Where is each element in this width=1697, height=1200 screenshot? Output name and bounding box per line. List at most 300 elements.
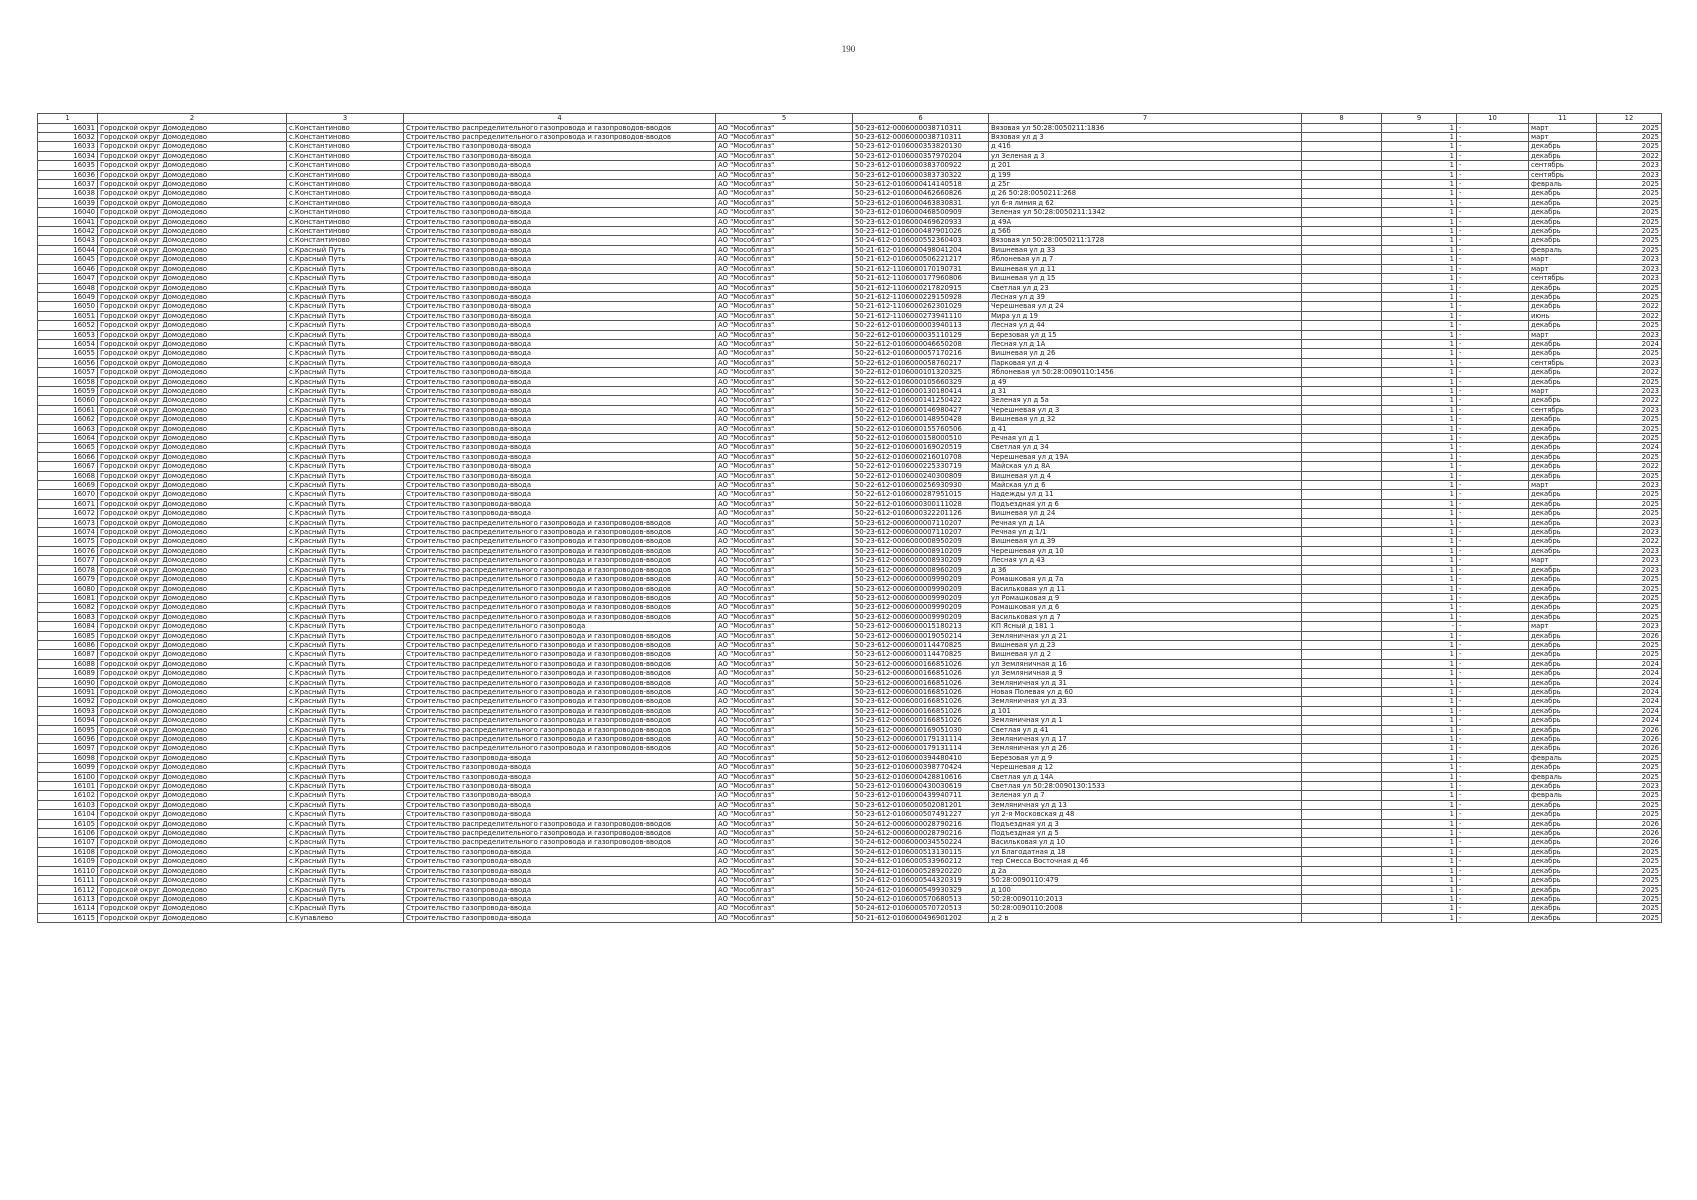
municipality-cell: Городской округ Домодедово bbox=[98, 791, 287, 800]
address-cell: д 2 в bbox=[989, 913, 1302, 922]
municipality-cell: Городской округ Домодедово bbox=[98, 546, 287, 555]
settlement-cell: с.Константиново bbox=[287, 180, 404, 189]
row-number-cell: 16105 bbox=[38, 819, 98, 828]
municipality-cell: Городской округ Домодедово bbox=[98, 829, 287, 838]
contract-number-cell: 50-23-612-0006000179131114 bbox=[853, 735, 989, 744]
address-cell: Зеленая ул д 7 bbox=[989, 791, 1302, 800]
row-number-cell: 16075 bbox=[38, 537, 98, 546]
operator-cell: АО "Мособлгаз" bbox=[716, 358, 853, 367]
year-cell: 2025 bbox=[1597, 123, 1662, 132]
municipality-cell: Городской округ Домодедово bbox=[98, 782, 287, 791]
row-number-cell: 16084 bbox=[38, 622, 98, 631]
quantity-cell: 1 bbox=[1382, 255, 1457, 264]
column-header-5: 5 bbox=[716, 114, 853, 124]
month-cell: декабрь bbox=[1529, 866, 1597, 875]
row-number-cell: 16047 bbox=[38, 274, 98, 283]
col-10-cell: - bbox=[1457, 481, 1529, 490]
address-cell: Речная ул д 1 bbox=[989, 434, 1302, 443]
contract-number-cell: 50-23-612-0106000487901026 bbox=[853, 227, 989, 236]
contract-number-cell: 50-23-612-0106000383700922 bbox=[853, 161, 989, 170]
col-10-cell: - bbox=[1457, 462, 1529, 471]
contract-number-cell: 50-21-612-1106000262301029 bbox=[853, 302, 989, 311]
contract-number-cell: 50-23-612-0106000414140518 bbox=[853, 180, 989, 189]
col-10-cell: - bbox=[1457, 913, 1529, 922]
month-cell: март bbox=[1529, 330, 1597, 339]
year-cell: 2026 bbox=[1597, 838, 1662, 847]
col-8-cell bbox=[1302, 499, 1382, 508]
col-10-cell: - bbox=[1457, 368, 1529, 377]
col-8-cell bbox=[1302, 462, 1382, 471]
table-row bbox=[38, 706, 1662, 715]
month-cell: декабрь bbox=[1529, 640, 1597, 649]
municipality-cell: Городской округ Домодедово bbox=[98, 593, 287, 602]
operator-cell: АО "Мособлгаз" bbox=[716, 499, 853, 508]
operator-cell: АО "Мособлгаз" bbox=[716, 405, 853, 414]
address-cell: Земляничная ул д 17 bbox=[989, 735, 1302, 744]
row-number-cell: 16109 bbox=[38, 857, 98, 866]
col-10-cell: - bbox=[1457, 452, 1529, 461]
contract-number-cell: 50-24-612-0006000028790216 bbox=[853, 819, 989, 828]
municipality-cell: Городской округ Домодедово bbox=[98, 622, 287, 631]
work-type-cell: Строительство газопровода-ввода bbox=[404, 339, 716, 348]
year-cell: 2022 bbox=[1597, 537, 1662, 546]
month-cell: февраль bbox=[1529, 772, 1597, 781]
column-header-7: 7 bbox=[989, 114, 1302, 124]
address-cell: 50:28:0090110:2008 bbox=[989, 904, 1302, 913]
work-type-cell: Строительство распределительного газопровода и газопроводов-вводов bbox=[404, 838, 716, 847]
operator-cell: АО "Мособлгаз" bbox=[716, 735, 853, 744]
row-number-cell: 16049 bbox=[38, 292, 98, 301]
col-8-cell bbox=[1302, 245, 1382, 254]
work-type-cell: Строительство распределительного газопровода и газопроводов-вводов bbox=[404, 659, 716, 668]
operator-cell: АО "Мособлгаз" bbox=[716, 386, 853, 395]
contract-number-cell: 50-24-612-0106000533960212 bbox=[853, 857, 989, 866]
table-row bbox=[38, 198, 1662, 207]
municipality-cell: Городской округ Домодедово bbox=[98, 471, 287, 480]
row-number-cell: 16038 bbox=[38, 189, 98, 198]
year-cell: 2025 bbox=[1597, 133, 1662, 142]
settlement-cell: с.Константиново bbox=[287, 208, 404, 217]
table-row bbox=[38, 330, 1662, 339]
row-number-cell: 16057 bbox=[38, 368, 98, 377]
row-number-cell: 16106 bbox=[38, 829, 98, 838]
address-cell: Вишневая ул д 11 bbox=[989, 264, 1302, 273]
address-cell: Вишневая ул д 2 bbox=[989, 650, 1302, 659]
month-cell: декабрь bbox=[1529, 575, 1597, 584]
contract-number-cell: 50-23-612-0106000462660826 bbox=[853, 189, 989, 198]
address-cell: Ромашковая ул д 6 bbox=[989, 603, 1302, 612]
month-cell: декабрь bbox=[1529, 876, 1597, 885]
month-cell: декабрь bbox=[1529, 735, 1597, 744]
quantity-cell: 1 bbox=[1382, 678, 1457, 687]
municipality-cell: Городской округ Домодедово bbox=[98, 847, 287, 856]
operator-cell: АО "Мособлгаз" bbox=[716, 763, 853, 772]
year-cell: 2022 bbox=[1597, 311, 1662, 320]
work-type-cell: Строительство газопровода-ввода bbox=[404, 170, 716, 179]
contract-number-cell: 50-23-612-0106000463830831 bbox=[853, 198, 989, 207]
col-10-cell: - bbox=[1457, 349, 1529, 358]
operator-cell: АО "Мособлгаз" bbox=[716, 725, 853, 734]
contract-number-cell: 50-23-612-0006000114470825 bbox=[853, 650, 989, 659]
year-cell: 2023 bbox=[1597, 330, 1662, 339]
address-cell: Лесная ул д 1А bbox=[989, 339, 1302, 348]
col-8-cell bbox=[1302, 687, 1382, 696]
address-cell: Земляничная ул д 31 bbox=[989, 678, 1302, 687]
col-8-cell bbox=[1302, 452, 1382, 461]
quantity-cell: 1 bbox=[1382, 443, 1457, 452]
work-type-cell: Строительство газопровода-ввода bbox=[404, 302, 716, 311]
year-cell: 2026 bbox=[1597, 829, 1662, 838]
month-cell: март bbox=[1529, 386, 1597, 395]
month-cell: декабрь bbox=[1529, 546, 1597, 555]
table-row bbox=[38, 339, 1662, 348]
settlement-cell: с.Красный Путь bbox=[287, 565, 404, 574]
table-row bbox=[38, 311, 1662, 320]
year-cell: 2024 bbox=[1597, 706, 1662, 715]
year-cell: 2023 bbox=[1597, 405, 1662, 414]
year-cell: 2026 bbox=[1597, 725, 1662, 734]
work-type-cell: Строительство газопровода-ввода bbox=[404, 499, 716, 508]
row-number-cell: 16033 bbox=[38, 142, 98, 151]
col-8-cell bbox=[1302, 800, 1382, 809]
quantity-cell: 1 bbox=[1382, 603, 1457, 612]
col-10-cell: - bbox=[1457, 330, 1529, 339]
settlement-cell: с.Красный Путь bbox=[287, 857, 404, 866]
settlement-cell: с.Красный Путь bbox=[287, 255, 404, 264]
col-8-cell bbox=[1302, 716, 1382, 725]
quantity-cell: 1 bbox=[1382, 302, 1457, 311]
col-10-cell: - bbox=[1457, 885, 1529, 894]
row-number-cell: 16069 bbox=[38, 481, 98, 490]
col-10-cell: - bbox=[1457, 716, 1529, 725]
settlement-cell: с.Красный Путь bbox=[287, 678, 404, 687]
municipality-cell: Городской округ Домодедово bbox=[98, 180, 287, 189]
municipality-cell: Городской округ Домодедово bbox=[98, 161, 287, 170]
operator-cell: АО "Мособлгаз" bbox=[716, 913, 853, 922]
col-8-cell bbox=[1302, 481, 1382, 490]
col-10-cell: - bbox=[1457, 847, 1529, 856]
work-type-cell: Строительство распределительного газопровода и газопроводов-вводов bbox=[404, 546, 716, 555]
operator-cell: АО "Мособлгаз" bbox=[716, 838, 853, 847]
municipality-cell: Городской округ Домодедово bbox=[98, 744, 287, 753]
address-cell: Вишневая ул д 39 bbox=[989, 537, 1302, 546]
address-cell: Светлая ул д 41 bbox=[989, 725, 1302, 734]
quantity-cell: 1 bbox=[1382, 885, 1457, 894]
quantity-cell: 1 bbox=[1382, 556, 1457, 565]
table-row bbox=[38, 462, 1662, 471]
contract-number-cell: 50-22-612-0106000101320325 bbox=[853, 368, 989, 377]
row-number-cell: 16094 bbox=[38, 716, 98, 725]
settlement-cell: с.Константиново bbox=[287, 236, 404, 245]
quantity-cell: 1 bbox=[1382, 481, 1457, 490]
municipality-cell: Городской округ Домодедово bbox=[98, 396, 287, 405]
col-8-cell bbox=[1302, 556, 1382, 565]
work-type-cell: Строительство распределительного газопровода и газопроводов-вводов bbox=[404, 725, 716, 734]
col-8-cell bbox=[1302, 876, 1382, 885]
month-cell: март bbox=[1529, 123, 1597, 132]
municipality-cell: Городской округ Домодедово bbox=[98, 236, 287, 245]
table-row bbox=[38, 292, 1662, 301]
row-number-cell: 16111 bbox=[38, 876, 98, 885]
address-cell: Васильковая ул д 10 bbox=[989, 838, 1302, 847]
work-type-cell: Строительство распределительного газопровода и газопроводов-вводов bbox=[404, 593, 716, 602]
quantity-cell: 1 bbox=[1382, 612, 1457, 621]
col-8-cell bbox=[1302, 386, 1382, 395]
contract-number-cell: 50-23-612-0006000038710311 bbox=[853, 123, 989, 132]
quantity-cell: 1 bbox=[1382, 133, 1457, 142]
settlement-cell: с.Красный Путь bbox=[287, 311, 404, 320]
operator-cell: АО "Мособлгаз" bbox=[716, 546, 853, 555]
contract-number-cell: 50-24-612-0106000570680513 bbox=[853, 894, 989, 903]
year-cell: 2025 bbox=[1597, 471, 1662, 480]
settlement-cell: с.Красный Путь bbox=[287, 603, 404, 612]
operator-cell: АО "Мособлгаз" bbox=[716, 640, 853, 649]
address-cell: Березовая ул д 15 bbox=[989, 330, 1302, 339]
address-cell: ул Зеленая д 3 bbox=[989, 151, 1302, 160]
row-number-cell: 16062 bbox=[38, 415, 98, 424]
work-type-cell: Строительство газопровода-ввода bbox=[404, 142, 716, 151]
table-body bbox=[38, 123, 1662, 923]
row-number-cell: 16087 bbox=[38, 650, 98, 659]
municipality-cell: Городской округ Домодедово bbox=[98, 311, 287, 320]
work-type-cell: Строительство распределительного газопровода и газопроводов-вводов bbox=[404, 706, 716, 715]
municipality-cell: Городской округ Домодедово bbox=[98, 706, 287, 715]
row-number-cell: 16110 bbox=[38, 866, 98, 875]
table-row bbox=[38, 368, 1662, 377]
row-number-cell: 16114 bbox=[38, 904, 98, 913]
year-cell: 2025 bbox=[1597, 791, 1662, 800]
settlement-cell: с.Константиново bbox=[287, 123, 404, 132]
row-number-cell: 16072 bbox=[38, 509, 98, 518]
quantity-cell: 1 bbox=[1382, 575, 1457, 584]
year-cell: 2025 bbox=[1597, 847, 1662, 856]
contract-number-cell: 50-23-612-0006000166851026 bbox=[853, 687, 989, 696]
row-number-cell: 16095 bbox=[38, 725, 98, 734]
col-8-cell bbox=[1302, 622, 1382, 631]
quantity-cell: 1 bbox=[1382, 311, 1457, 320]
table-row bbox=[38, 217, 1662, 226]
contract-number-cell: 50-23-612-0006000166851026 bbox=[853, 706, 989, 715]
contract-number-cell: 50-22-612-0106000046650208 bbox=[853, 339, 989, 348]
table-row bbox=[38, 546, 1662, 555]
table-row bbox=[38, 528, 1662, 537]
work-type-cell: Строительство газопровода-ввода bbox=[404, 227, 716, 236]
year-cell: 2025 bbox=[1597, 349, 1662, 358]
year-cell: 2025 bbox=[1597, 857, 1662, 866]
operator-cell: АО "Мособлгаз" bbox=[716, 321, 853, 330]
contract-number-cell: 50-22-612-0106000035110129 bbox=[853, 330, 989, 339]
row-number-cell: 16073 bbox=[38, 518, 98, 527]
year-cell: 2024 bbox=[1597, 443, 1662, 452]
row-number-cell: 16046 bbox=[38, 264, 98, 273]
row-number-cell: 16098 bbox=[38, 753, 98, 762]
year-cell: 2025 bbox=[1597, 913, 1662, 922]
municipality-cell: Городской округ Домодедово bbox=[98, 386, 287, 395]
operator-cell: АО "Мособлгаз" bbox=[716, 415, 853, 424]
quantity-cell: 1 bbox=[1382, 650, 1457, 659]
operator-cell: АО "Мособлгаз" bbox=[716, 847, 853, 856]
year-cell: 2023 bbox=[1597, 528, 1662, 537]
contract-number-cell: 50-22-612-0106000256930930 bbox=[853, 481, 989, 490]
row-number-cell: 16055 bbox=[38, 349, 98, 358]
quantity-cell: 1 bbox=[1382, 744, 1457, 753]
month-cell: декабрь bbox=[1529, 151, 1597, 160]
row-number-cell: 16099 bbox=[38, 763, 98, 772]
settlement-cell: с.Красный Путь bbox=[287, 650, 404, 659]
year-cell: 2022 bbox=[1597, 462, 1662, 471]
work-type-cell: Строительство газопровода-ввода bbox=[404, 189, 716, 198]
table-row bbox=[38, 189, 1662, 198]
address-cell: Вязовая ул д 3 bbox=[989, 133, 1302, 142]
month-cell: декабрь bbox=[1529, 321, 1597, 330]
municipality-cell: Городской округ Домодедово bbox=[98, 659, 287, 668]
municipality-cell: Городской округ Домодедово bbox=[98, 650, 287, 659]
settlement-cell: с.Красный Путь bbox=[287, 471, 404, 480]
work-type-cell: Строительство распределительного газопровода и газопроводов-вводов bbox=[404, 612, 716, 621]
year-cell: 2023 bbox=[1597, 161, 1662, 170]
table-row bbox=[38, 142, 1662, 151]
row-number-cell: 16103 bbox=[38, 800, 98, 809]
table-row bbox=[38, 782, 1662, 791]
table-row bbox=[38, 847, 1662, 856]
month-cell: сентябрь bbox=[1529, 170, 1597, 179]
quantity-cell: 1 bbox=[1382, 565, 1457, 574]
municipality-cell: Городской округ Домодедово bbox=[98, 509, 287, 518]
address-cell: д 36 bbox=[989, 565, 1302, 574]
contract-number-cell: 50-22-612-0106000225330719 bbox=[853, 462, 989, 471]
col-10-cell: - bbox=[1457, 772, 1529, 781]
month-cell: декабрь bbox=[1529, 518, 1597, 527]
col-10-cell: - bbox=[1457, 687, 1529, 696]
contract-number-cell: 50-23-612-0006000009990209 bbox=[853, 603, 989, 612]
col-10-cell: - bbox=[1457, 170, 1529, 179]
municipality-cell: Городской округ Домодедово bbox=[98, 283, 287, 292]
settlement-cell: с.Красный Путь bbox=[287, 772, 404, 781]
quantity-cell: 1 bbox=[1382, 659, 1457, 668]
address-cell: Вишневая ул д 15 bbox=[989, 274, 1302, 283]
year-cell: 2025 bbox=[1597, 321, 1662, 330]
year-cell: 2025 bbox=[1597, 198, 1662, 207]
settlement-cell: с.Красный Путь bbox=[287, 528, 404, 537]
municipality-cell: Городской округ Домодедово bbox=[98, 349, 287, 358]
contract-number-cell: 50-23-612-0106000502081201 bbox=[853, 800, 989, 809]
quantity-cell: 1 bbox=[1382, 904, 1457, 913]
operator-cell: АО "Мособлгаз" bbox=[716, 782, 853, 791]
month-cell: декабрь bbox=[1529, 913, 1597, 922]
row-number-cell: 16050 bbox=[38, 302, 98, 311]
settlement-cell: с.Красный Путь bbox=[287, 876, 404, 885]
contract-number-cell: 50-23-612-0006000008950209 bbox=[853, 537, 989, 546]
municipality-cell: Городской округ Домодедово bbox=[98, 405, 287, 414]
month-cell: декабрь bbox=[1529, 584, 1597, 593]
col-8-cell bbox=[1302, 537, 1382, 546]
address-cell: д 25г bbox=[989, 180, 1302, 189]
col-10-cell: - bbox=[1457, 706, 1529, 715]
work-type-cell: Строительство газопровода-ввода bbox=[404, 151, 716, 160]
col-10-cell: - bbox=[1457, 782, 1529, 791]
work-type-cell: Строительство газопровода-ввода bbox=[404, 894, 716, 903]
work-type-cell: Строительство распределительного газопровода bbox=[404, 622, 716, 631]
contract-number-cell: 50-23-612-0006000166851026 bbox=[853, 697, 989, 706]
work-type-cell: Строительство распределительного газопровода и газопроводов-вводов bbox=[404, 716, 716, 725]
work-type-cell: Строительство распределительного газопровода и газопроводов-вводов bbox=[404, 735, 716, 744]
col-8-cell bbox=[1302, 819, 1382, 828]
operator-cell: АО "Мособлгаз" bbox=[716, 537, 853, 546]
settlement-cell: с.Красный Путь bbox=[287, 396, 404, 405]
row-number-cell: 16115 bbox=[38, 913, 98, 922]
row-number-cell: 16071 bbox=[38, 499, 98, 508]
contract-number-cell: 50-24-612-0106000528920220 bbox=[853, 866, 989, 875]
address-cell: Лесная ул д 43 bbox=[989, 556, 1302, 565]
col-8-cell bbox=[1302, 283, 1382, 292]
col-8-cell bbox=[1302, 640, 1382, 649]
quantity-cell: 1 bbox=[1382, 913, 1457, 922]
municipality-cell: Городской округ Домодедово bbox=[98, 189, 287, 198]
quantity-cell: 1 bbox=[1382, 687, 1457, 696]
contract-number-cell: 50-22-612-0106000287951015 bbox=[853, 490, 989, 499]
municipality-cell: Городской округ Домодедово bbox=[98, 537, 287, 546]
col-10-cell: - bbox=[1457, 358, 1529, 367]
quantity-cell: 1 bbox=[1382, 208, 1457, 217]
col-8-cell bbox=[1302, 659, 1382, 668]
col-10-cell: - bbox=[1457, 669, 1529, 678]
row-number-cell: 16085 bbox=[38, 631, 98, 640]
municipality-cell: Городской округ Домодедово bbox=[98, 716, 287, 725]
municipality-cell: Городской округ Домодедово bbox=[98, 904, 287, 913]
address-cell: Черешневая ул д 10 bbox=[989, 546, 1302, 555]
work-type-cell: Строительство распределительного газопровода и газопроводов-вводов bbox=[404, 556, 716, 565]
table-row bbox=[38, 753, 1662, 762]
address-cell: Вязовая ул 50:28:0050211:1836 bbox=[989, 123, 1302, 132]
contract-number-cell: 50-23-612-0006000169051030 bbox=[853, 725, 989, 734]
quantity-cell: 1 bbox=[1382, 264, 1457, 273]
col-8-cell bbox=[1302, 161, 1382, 170]
year-cell: 2025 bbox=[1597, 377, 1662, 386]
quantity-cell: 1 bbox=[1382, 471, 1457, 480]
col-10-cell: - bbox=[1457, 857, 1529, 866]
row-number-cell: 16039 bbox=[38, 198, 98, 207]
quantity-cell: 1 bbox=[1382, 161, 1457, 170]
month-cell: декабрь bbox=[1529, 819, 1597, 828]
operator-cell: АО "Мособлгаз" bbox=[716, 716, 853, 725]
operator-cell: АО "Мособлгаз" bbox=[716, 339, 853, 348]
year-cell: 2025 bbox=[1597, 292, 1662, 301]
municipality-cell: Городской округ Домодедово bbox=[98, 819, 287, 828]
work-type-cell: Строительство газопровода-ввода bbox=[404, 405, 716, 414]
work-type-cell: Строительство газопровода-ввода bbox=[404, 180, 716, 189]
operator-cell: АО "Мособлгаз" bbox=[716, 227, 853, 236]
row-number-cell: 16037 bbox=[38, 180, 98, 189]
col-8-cell bbox=[1302, 142, 1382, 151]
work-type-cell: Строительство газопровода-ввода bbox=[404, 368, 716, 377]
month-cell: декабрь bbox=[1529, 349, 1597, 358]
col-10-cell: - bbox=[1457, 697, 1529, 706]
table-row bbox=[38, 565, 1662, 574]
settlement-cell: с.Красный Путь bbox=[287, 706, 404, 715]
col-8-cell bbox=[1302, 170, 1382, 179]
municipality-cell: Городской округ Домодедово bbox=[98, 565, 287, 574]
col-10-cell: - bbox=[1457, 499, 1529, 508]
operator-cell: АО "Мособлгаз" bbox=[716, 217, 853, 226]
quantity-cell: 1 bbox=[1382, 452, 1457, 461]
contract-number-cell: 50-23-612-0106000469620933 bbox=[853, 217, 989, 226]
table-row bbox=[38, 245, 1662, 254]
col-8-cell bbox=[1302, 763, 1382, 772]
row-number-cell: 16035 bbox=[38, 161, 98, 170]
settlement-cell: с.Красный Путь bbox=[287, 716, 404, 725]
year-cell: 2025 bbox=[1597, 753, 1662, 762]
col-8-cell bbox=[1302, 575, 1382, 584]
